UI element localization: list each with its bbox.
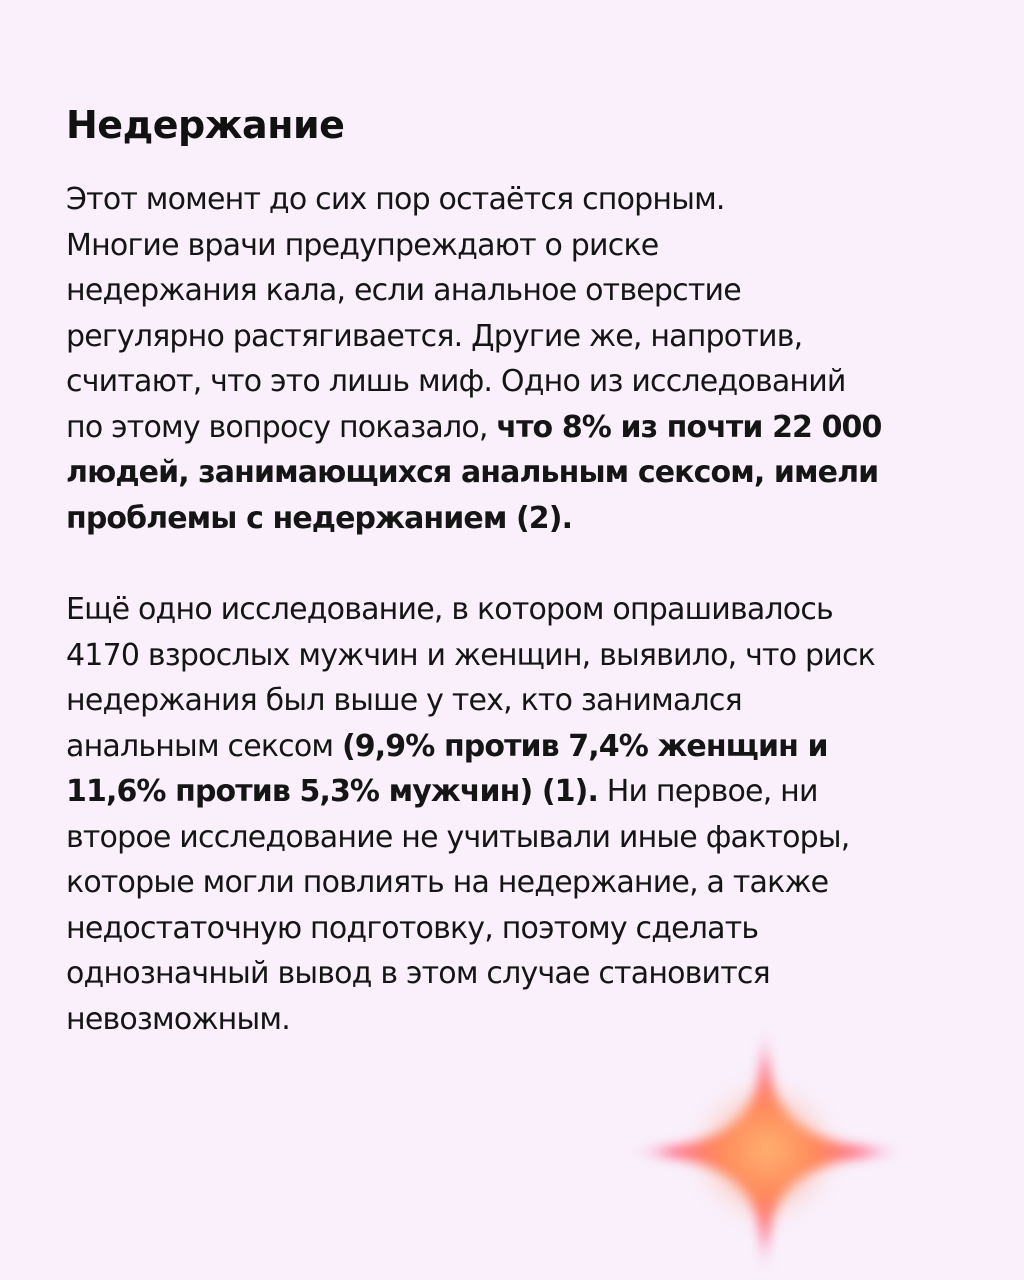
paragraph-1-line-7-highlight: людей, занимающихся анальным сексом, имели — [66, 455, 879, 490]
paragraph-2-line-10: невозможным. — [66, 1001, 290, 1037]
paragraph-2-line-4-text: анальным сексом — [66, 728, 342, 764]
page-title: Недержание — [66, 103, 345, 147]
paragraph-2-line-3: недержания был выше у тех, кто занимался — [66, 683, 742, 718]
paragraph-2-line-4 — [66, 724, 966, 770]
paragraph-1-line-4: регулярно растягивается. Другие же, напротив, — [66, 318, 803, 354]
paragraph-2-line-4-highlight: (9,9% против 7,4% женщин и — [342, 728, 828, 764]
paragraph-1-line-3: недержания кала, если анальное отверстие — [66, 273, 741, 308]
paragraph-1-line-6 — [66, 405, 966, 451]
paragraph-1-line-5: считают, что это лишь миф. Одно из исследований — [66, 364, 846, 399]
paragraph-1-line-1: Этот момент до сих пор остаётся спорным. — [66, 182, 725, 217]
paragraph-1-line-7 — [66, 450, 966, 496]
paragraph-2-line-5-text: Ни первое, ни — [597, 774, 818, 809]
paragraph-2 — [66, 587, 966, 1042]
paragraph-2-line-2: 4170 взрослых мужчин и женщин, выявило, что риск — [66, 637, 875, 673]
paragraph-1-line-8 — [66, 496, 966, 542]
paragraph-1-line-6-text: по этому вопросу показало, — [66, 409, 497, 445]
paragraph-1-line-6-highlight: что 8% из почти 22 000 — [496, 409, 882, 445]
paragraph-2-line-5-highlight: 11,6% против 5,3% мужчин) (1). — [66, 774, 598, 809]
paragraph-2-line-6: второе исследование не учитывали иные факторы, — [66, 819, 850, 855]
sparkle-icon — [620, 1010, 920, 1280]
paragraph-2-line-7: которые могли повлиять на недержание, а также — [66, 865, 829, 900]
paragraph-1-line-2: Многие врачи предупреждают о риске — [66, 227, 659, 263]
paragraph-1-line-8-highlight: проблемы с недержанием (2). — [66, 500, 573, 536]
paragraph-2-line-9: однозначный вывод в этом случае становится — [66, 956, 770, 991]
paragraph-1 — [66, 177, 966, 541]
paragraph-2-line-1: Ещё одно исследование, в котором опрашивалось — [66, 592, 833, 627]
paragraph-2-line-8: недостаточную подготовку, поэтому сделать — [66, 910, 759, 946]
paragraph-2-line-5 — [66, 769, 966, 815]
